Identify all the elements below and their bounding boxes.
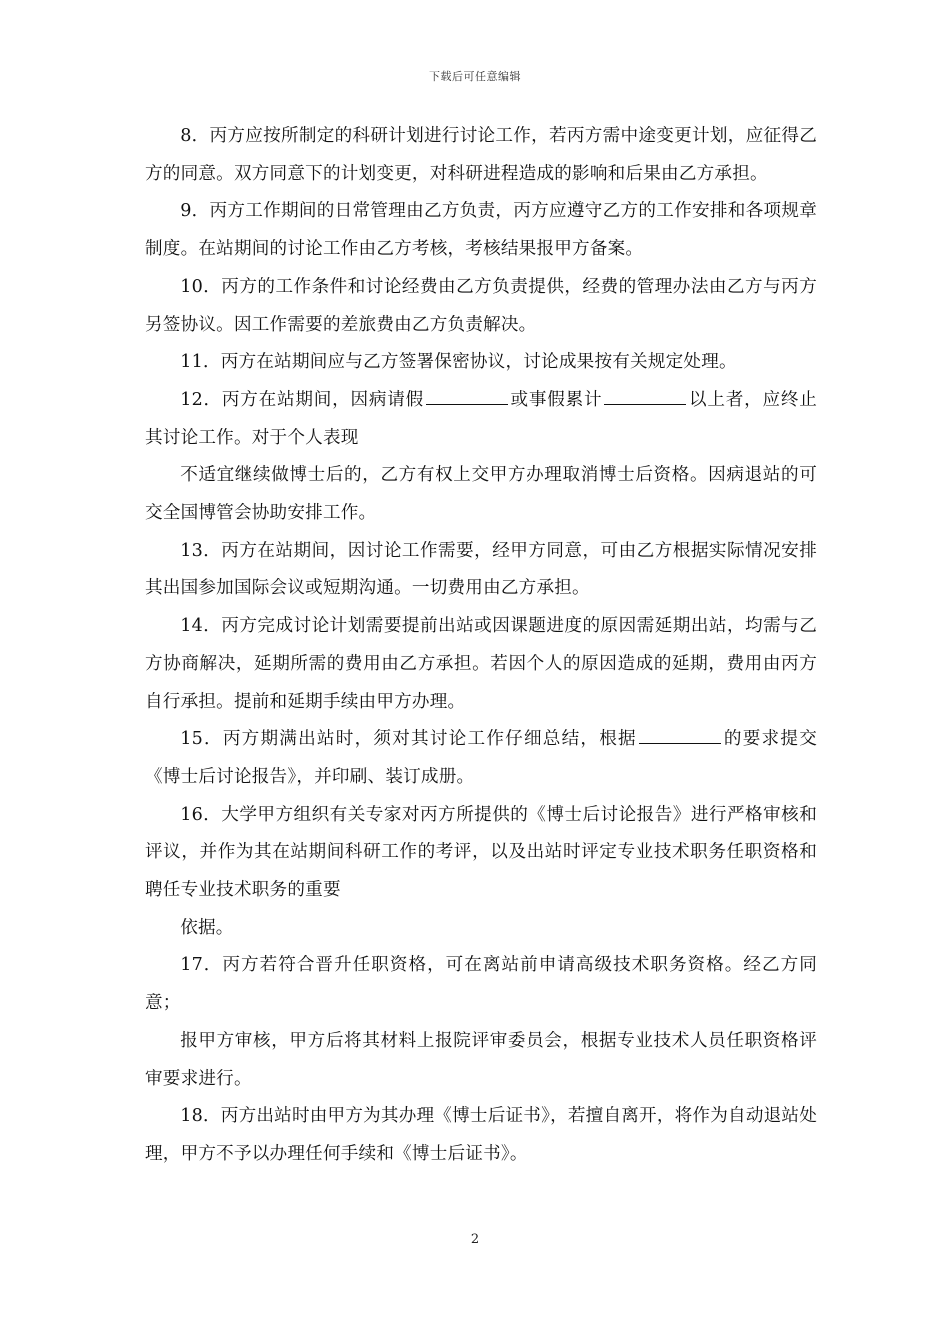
personal-leave-blank [604,403,686,405]
requirement-blank [639,742,721,744]
clause-15-part-b: 的要求提交《博士后讨论报告》，并印刷、装订成册。 [145,729,817,787]
clause-10: 10．丙方的工作条件和讨论经费由乙方负责提供，经费的管理办法由乙方与丙方另签协议。因工作需要的差旅费由乙方负责解决。 [145,276,817,335]
clause-13: 13．丙方在站期间，因讨论工作需要，经甲方同意，可由乙方根据实际情况安排其出国参加国际会议或短期沟通。一切费用由乙方承担。 [145,540,817,599]
clause-12-part-b: 或事假累计 [509,389,603,410]
clause-17-continuation: 报甲方审核，甲方后将其材料上报院评审委员会，根据专业技术人员任职资格评审要求进行。 [145,1030,817,1089]
clause-12-continuation: 不适宜继续做博士后的，乙方有权上交甲方办理取消博士后资格。因病退站的可交全国博管会协助安排工作。 [145,465,817,524]
clause-16: 16．大学甲方组织有关专家对丙方所提供的《博士后讨论报告》进行严格审核和评议，并作为其在站期间科研工作的考评，以及出站时评定专业技术职务任职资格和聘任专业技术职务的重要 [145,804,817,901]
clause-15-part-a: 15．丙方期满出站时，须对其讨论工作仔细总结，根据 [180,729,637,750]
clause-14: 14．丙方完成讨论计划需要提前出站或因课题进度的原因需延期出站，均需与乙方协商解决，延期所需的费用由乙方承担。若因个人的原因造成的延期，费用由丙方自行承担。提前和延期手续由甲方办理。 [145,616,817,712]
page-header: 下载后可任意编辑 [429,70,521,83]
page-number: 2 [470,1232,480,1247]
clause-12-part-a: 12．丙方在站期间，因病请假 [180,389,424,410]
sick-leave-blank [426,403,508,405]
clause-18: 18．丙方出站时由甲方为其办理《博士后证书》，若擅自离开，将作为自动退站处理，甲方不予以办理任何手续和《博士后证书》。 [145,1106,817,1164]
clause-16-continuation: 依据。 [180,917,234,938]
clause-11: 11．丙方在站期间应与乙方签署保密协议，讨论成果按有关规定处理。 [180,352,737,373]
clause-9: 9．丙方工作期间的日常管理由乙方负责，丙方应遵守乙方的工作安排和各项规章制度。在站期间的讨论工作由乙方考核，考核结果报甲方备案。 [145,201,817,260]
clause-15 [145,721,817,796]
clause-12 [145,382,817,457]
document-body [145,118,817,1174]
clause-17: 17．丙方若符合晋升任职资格，可在离站前申请高级技术职务资格。经乙方同意； [145,955,817,1014]
clause-12-part-c: 以上者，应终止其讨论工作。对于个人表现 [145,389,817,448]
clause-8: 8．丙方应按所制定的科研计划进行讨论工作，若丙方需中途变更计划，应征得乙方的同意。双方同意下的计划变更，对科研进程造成的影响和后果由乙方承担。 [145,126,817,184]
